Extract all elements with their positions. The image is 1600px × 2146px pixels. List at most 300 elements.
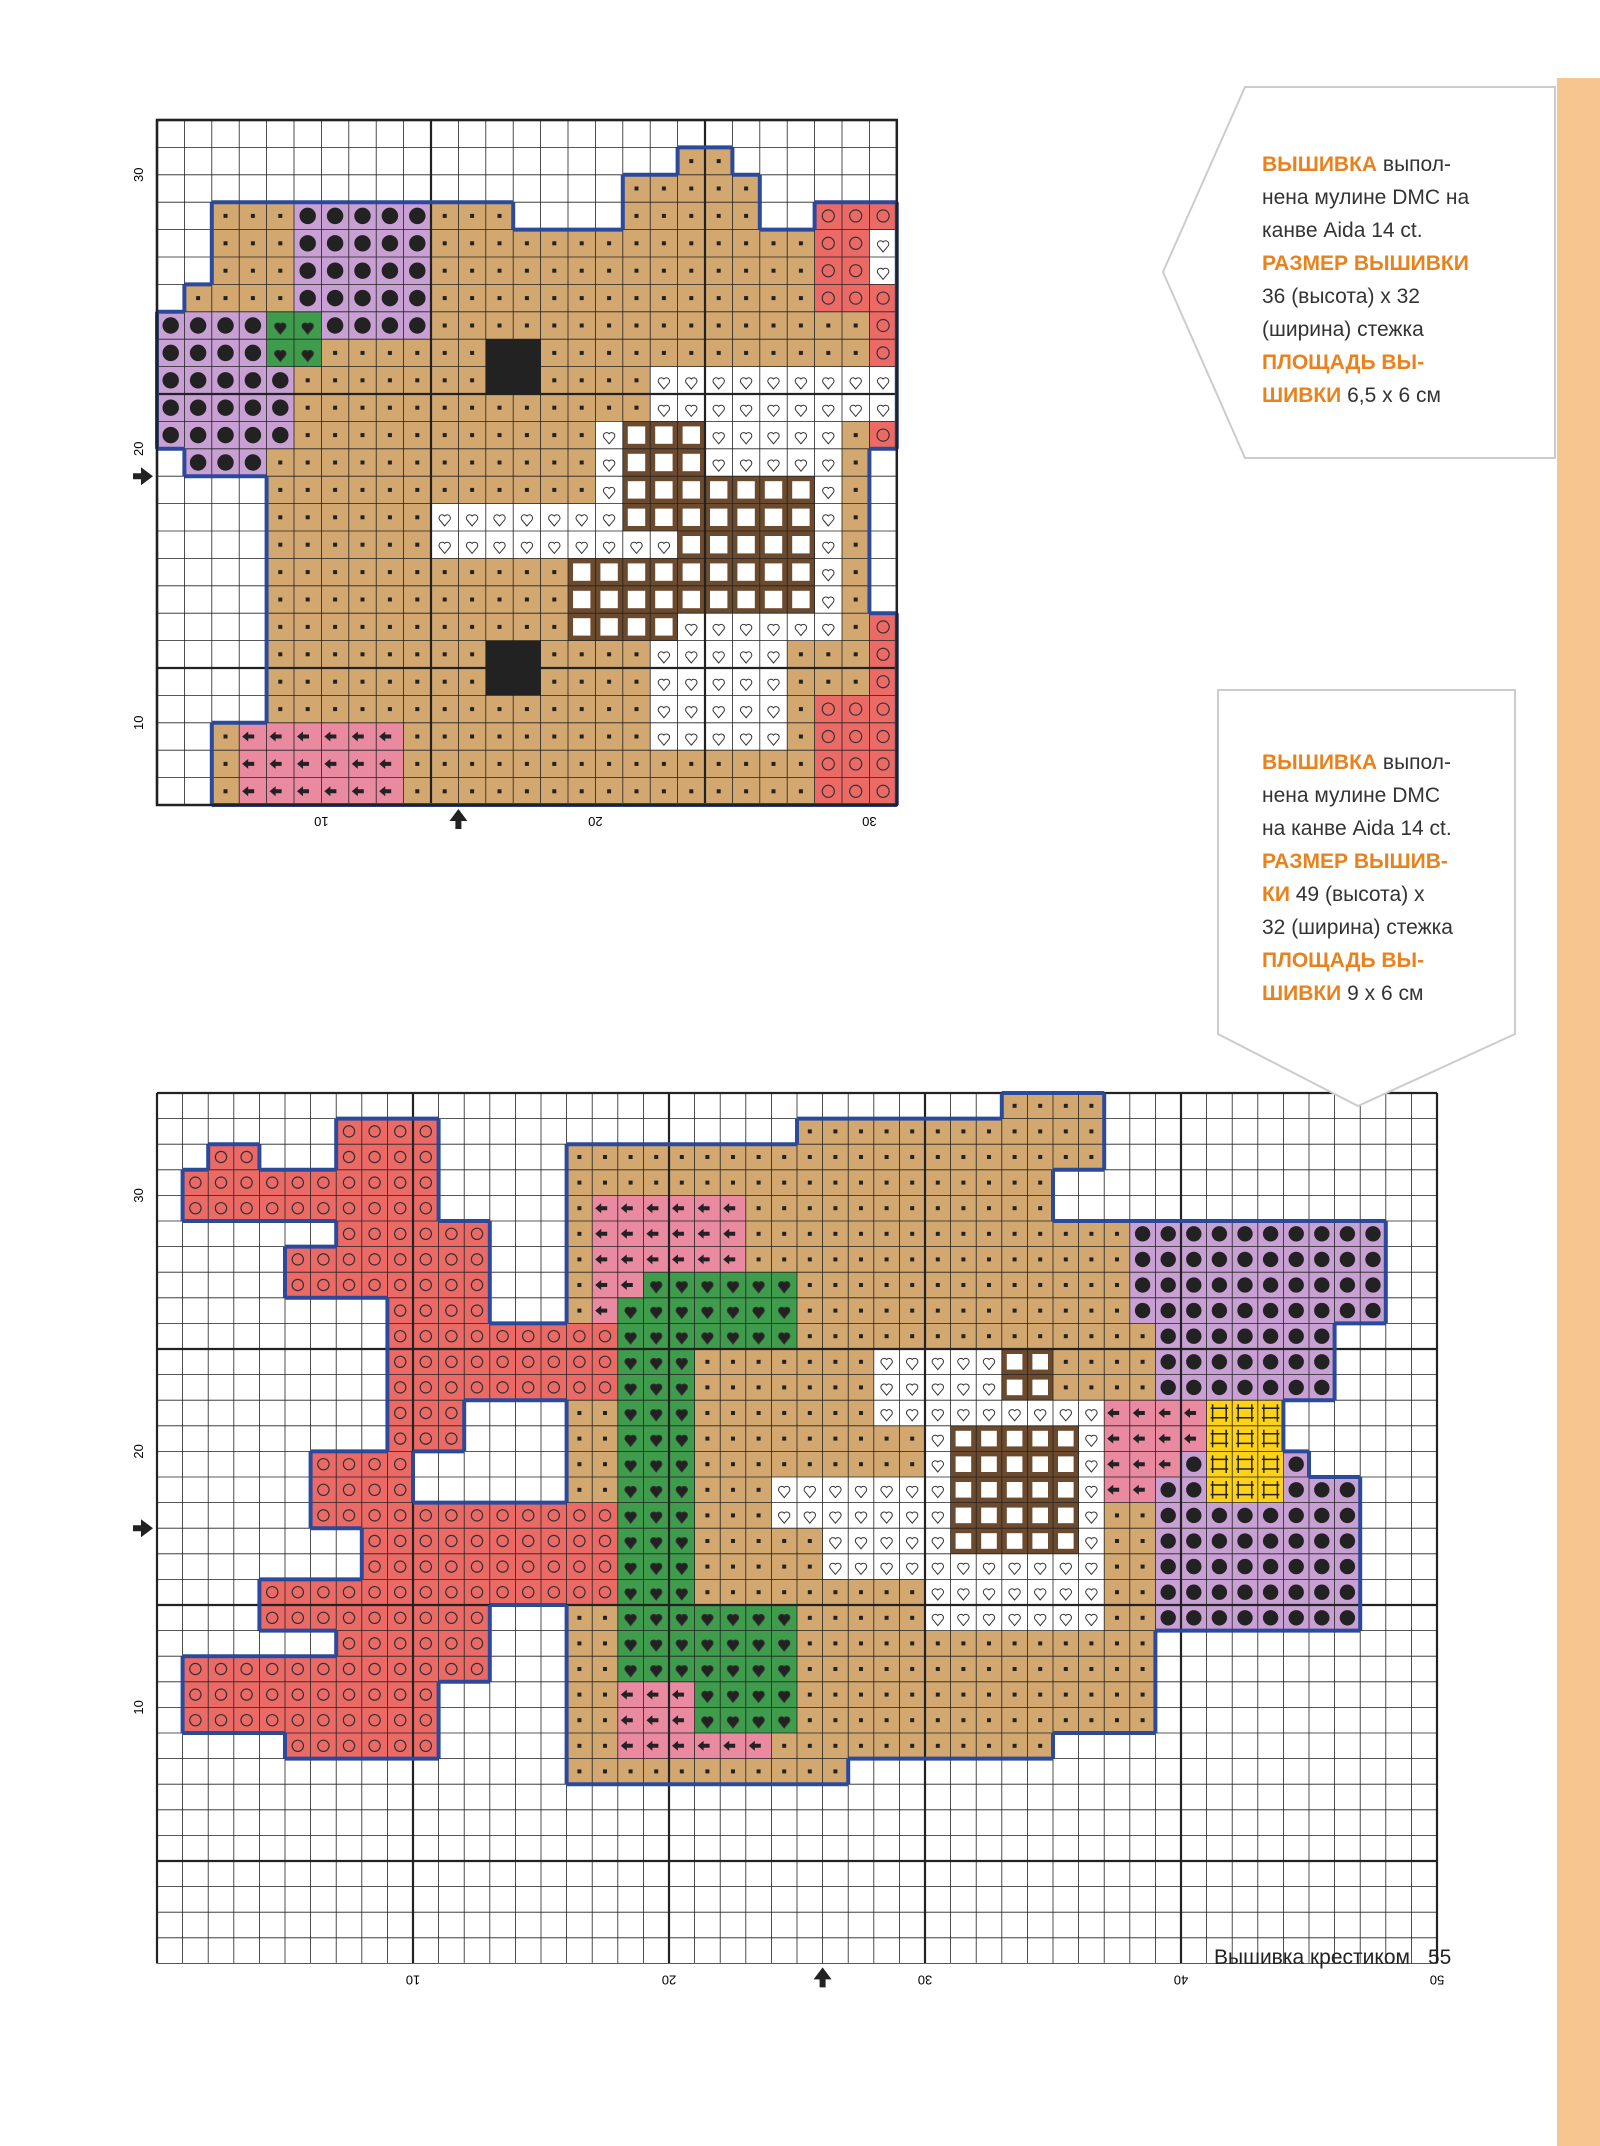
stitch-cell bbox=[311, 1605, 337, 1631]
y-tick-label: 20 bbox=[131, 441, 146, 457]
stitch-cell bbox=[285, 1605, 311, 1631]
stitch-symbol bbox=[987, 1718, 991, 1722]
stitch-symbol bbox=[961, 1232, 965, 1236]
stitch-symbol bbox=[757, 1437, 761, 1441]
stitch-symbol bbox=[936, 1155, 940, 1159]
stitch-symbol bbox=[705, 1385, 709, 1389]
stitch-cell bbox=[336, 1656, 362, 1682]
stitch-symbol bbox=[1314, 1354, 1329, 1369]
callout-top-text-8: 6,5 х 6 см bbox=[1341, 384, 1441, 407]
stitch-symbol bbox=[859, 1232, 863, 1236]
stitch-cell bbox=[208, 1707, 234, 1733]
stitch-cell bbox=[567, 1503, 593, 1529]
stitch-symbol bbox=[1186, 1252, 1201, 1267]
stitch-cell bbox=[567, 1554, 593, 1580]
stitch-symbol bbox=[961, 1257, 965, 1261]
stitch-cell bbox=[413, 1631, 439, 1657]
stitch-symbol bbox=[577, 1309, 581, 1313]
stitch-symbol bbox=[731, 1155, 735, 1159]
stitch-symbol bbox=[885, 1641, 889, 1645]
stitch-symbol bbox=[1340, 1559, 1355, 1574]
stitch-cell bbox=[387, 1375, 413, 1401]
stitch-symbol bbox=[1289, 1508, 1304, 1523]
stitch-cell bbox=[413, 1579, 439, 1605]
stitch-cell bbox=[823, 1554, 849, 1580]
stitch-symbol bbox=[1038, 1181, 1042, 1185]
stitch-symbol bbox=[808, 1744, 812, 1748]
stitch-symbol bbox=[757, 1360, 761, 1364]
stitch-symbol bbox=[1064, 1309, 1068, 1313]
stitch-symbol bbox=[1263, 1559, 1278, 1574]
stitch-cell bbox=[797, 1477, 823, 1503]
stitch-symbol bbox=[1186, 1482, 1201, 1497]
stitch-symbol bbox=[808, 1283, 812, 1287]
stitch-symbol bbox=[1186, 1585, 1201, 1600]
stitch-symbol bbox=[987, 1744, 991, 1748]
stitch-cell bbox=[976, 1349, 1002, 1375]
stitch-cell bbox=[1258, 1477, 1284, 1503]
stitch-symbol bbox=[1263, 1533, 1278, 1548]
stitch-symbol bbox=[757, 1539, 761, 1543]
stitch-symbol bbox=[1089, 1232, 1093, 1236]
stitch-symbol bbox=[808, 1309, 812, 1313]
stitch-cell bbox=[592, 1349, 618, 1375]
stitch-symbol bbox=[1038, 1334, 1042, 1338]
stitch-cell bbox=[541, 1528, 567, 1554]
stitch-symbol bbox=[1237, 1559, 1252, 1574]
stitch-symbol bbox=[629, 1181, 633, 1185]
stitch-symbol bbox=[936, 1257, 940, 1261]
stitch-cell bbox=[464, 1272, 490, 1298]
stitch-symbol bbox=[833, 1616, 837, 1620]
stitch-symbol bbox=[833, 1744, 837, 1748]
stitch-symbol bbox=[885, 1181, 889, 1185]
stitch-symbol bbox=[885, 1155, 889, 1159]
stitch-symbol bbox=[731, 1411, 735, 1415]
stitch-cell bbox=[311, 1247, 337, 1273]
stitch-cell bbox=[259, 1170, 285, 1196]
stitch-cell bbox=[1079, 1503, 1105, 1529]
stitch-cell bbox=[490, 1503, 516, 1529]
stitch-cell bbox=[387, 1144, 413, 1170]
stitch-symbol bbox=[936, 1283, 940, 1287]
stitch-cell bbox=[413, 1323, 439, 1349]
stitch-symbol bbox=[961, 1309, 965, 1313]
stitch-symbol bbox=[1289, 1277, 1304, 1292]
stitch-cell bbox=[439, 1656, 465, 1682]
stitch-symbol bbox=[1237, 1508, 1252, 1523]
stitch-symbol bbox=[1237, 1585, 1252, 1600]
stitch-cell bbox=[823, 1528, 849, 1554]
stitch-cell bbox=[1002, 1579, 1028, 1605]
stitch-symbol bbox=[1115, 1334, 1119, 1338]
stitch-symbol bbox=[910, 1590, 914, 1594]
stitch-symbol bbox=[1340, 1303, 1355, 1318]
stitch-symbol bbox=[1141, 1667, 1145, 1671]
stitch-symbol bbox=[1289, 1457, 1304, 1472]
stitch-cell bbox=[1207, 1477, 1233, 1503]
stitch-symbol bbox=[577, 1462, 581, 1466]
stitch-symbol bbox=[1263, 1329, 1278, 1344]
stitch-symbol bbox=[1263, 1380, 1278, 1395]
stitch-symbol bbox=[1212, 1380, 1227, 1395]
stitch-cell bbox=[592, 1323, 618, 1349]
stitch-symbol bbox=[1064, 1283, 1068, 1287]
stitch-symbol bbox=[808, 1565, 812, 1569]
stitch-cell bbox=[899, 1554, 925, 1580]
stitch-symbol bbox=[680, 1181, 684, 1185]
stitch-cell bbox=[1079, 1554, 1105, 1580]
stitch-symbol bbox=[1007, 1533, 1023, 1549]
stitch-symbol bbox=[1089, 1257, 1093, 1261]
x-tick-label: 50 bbox=[1429, 1972, 1445, 1988]
stitch-cell bbox=[387, 1349, 413, 1375]
stitch-cell bbox=[925, 1426, 951, 1452]
stitch-symbol bbox=[910, 1744, 914, 1748]
stitch-symbol bbox=[1161, 1559, 1176, 1574]
stitch-symbol bbox=[577, 1693, 581, 1697]
stitch-cell bbox=[387, 1682, 413, 1708]
stitch-symbol bbox=[859, 1718, 863, 1722]
stitch-symbol bbox=[1314, 1559, 1329, 1574]
stitch-cell bbox=[439, 1554, 465, 1580]
stitch-cell bbox=[208, 1195, 234, 1221]
stitch-symbol bbox=[757, 1513, 761, 1517]
callout-bottom-text-6: 32 (ширина) стежка bbox=[1262, 916, 1453, 939]
stitch-symbol bbox=[1237, 1277, 1252, 1292]
stitch-cell bbox=[899, 1349, 925, 1375]
page-number: 55 bbox=[1427, 1946, 1452, 1969]
stitch-symbol bbox=[1314, 1226, 1329, 1241]
stitch-symbol bbox=[956, 1456, 972, 1472]
stitch-symbol bbox=[782, 1539, 786, 1543]
stitch-symbol bbox=[577, 1641, 581, 1645]
stitch-cell bbox=[234, 1707, 260, 1733]
stitch-cell bbox=[387, 1554, 413, 1580]
stitch-cell bbox=[1258, 1426, 1284, 1452]
stitch-symbol bbox=[1135, 1303, 1150, 1318]
stitch-symbol bbox=[1263, 1303, 1278, 1318]
stitch-cell bbox=[925, 1451, 951, 1477]
stitch-symbol bbox=[1314, 1585, 1329, 1600]
stitch-cell bbox=[362, 1579, 388, 1605]
stitch-symbol bbox=[987, 1257, 991, 1261]
stitch-cell bbox=[925, 1579, 951, 1605]
stitch-cell bbox=[464, 1605, 490, 1631]
callout-bottom-text bbox=[1262, 746, 1512, 1010]
stitch-symbol bbox=[1064, 1257, 1068, 1261]
stitch-symbol bbox=[705, 1462, 709, 1466]
stitch-cell bbox=[823, 1477, 849, 1503]
stitch-cell bbox=[925, 1375, 951, 1401]
stitch-cell bbox=[567, 1349, 593, 1375]
stitch-symbol bbox=[1161, 1303, 1176, 1318]
stitch-cell bbox=[1232, 1477, 1258, 1503]
stitch-cell bbox=[848, 1477, 874, 1503]
stitch-cell bbox=[1002, 1400, 1028, 1426]
y-tick-label: 10 bbox=[131, 715, 146, 731]
stitch-cell bbox=[387, 1528, 413, 1554]
stitch-cell bbox=[976, 1605, 1002, 1631]
stitch-cell bbox=[234, 1170, 260, 1196]
stitch-cell bbox=[1079, 1528, 1105, 1554]
stitch-symbol bbox=[757, 1565, 761, 1569]
stitch-symbol bbox=[936, 1309, 940, 1313]
stitch-symbol bbox=[885, 1744, 889, 1748]
stitch-symbol bbox=[1340, 1508, 1355, 1523]
stitch-cell bbox=[311, 1272, 337, 1298]
stitch-symbol bbox=[1089, 1385, 1093, 1389]
stitch-cell bbox=[259, 1656, 285, 1682]
stitch-symbol bbox=[1314, 1329, 1329, 1344]
stitch-symbol bbox=[1089, 1129, 1093, 1133]
stitch-symbol bbox=[808, 1641, 812, 1645]
stitch-cell bbox=[336, 1119, 362, 1145]
stitch-cell bbox=[874, 1477, 900, 1503]
stitch-symbol bbox=[577, 1232, 581, 1236]
stitch-symbol bbox=[833, 1641, 837, 1645]
stitch-symbol bbox=[1263, 1585, 1278, 1600]
stitch-cell bbox=[951, 1375, 977, 1401]
stitch-cell bbox=[259, 1605, 285, 1631]
stitch-symbol bbox=[577, 1283, 581, 1287]
stitch-symbol bbox=[1089, 1334, 1093, 1338]
stitch-cell bbox=[336, 1221, 362, 1247]
stitch-symbol bbox=[782, 1769, 786, 1773]
stitch-cell bbox=[387, 1119, 413, 1145]
stitch-cell bbox=[439, 1631, 465, 1657]
stitch-symbol bbox=[1340, 1533, 1355, 1548]
stitch-symbol bbox=[782, 1437, 786, 1441]
stitch-symbol bbox=[577, 1616, 581, 1620]
stitch-cell bbox=[413, 1170, 439, 1196]
stitch-symbol bbox=[1064, 1667, 1068, 1671]
stitch-symbol bbox=[1186, 1277, 1201, 1292]
stitch-cell bbox=[183, 1170, 209, 1196]
stitch-symbol bbox=[1212, 1277, 1227, 1292]
stitch-symbol bbox=[1237, 1533, 1252, 1548]
stitch-symbol bbox=[961, 1206, 965, 1210]
stitch-symbol bbox=[1186, 1329, 1201, 1344]
stitch-symbol bbox=[981, 1508, 997, 1524]
stitch-symbol bbox=[1032, 1508, 1048, 1524]
stitch-cell bbox=[1258, 1400, 1284, 1426]
stitch-symbol bbox=[1115, 1667, 1119, 1671]
stitch-symbol bbox=[1135, 1277, 1150, 1292]
stitch-cell bbox=[490, 1323, 516, 1349]
stitch-symbol bbox=[987, 1129, 991, 1133]
stitch-cell bbox=[285, 1733, 311, 1759]
stitch-symbol bbox=[981, 1456, 997, 1472]
stitch-cell bbox=[387, 1656, 413, 1682]
stitch-symbol bbox=[859, 1616, 863, 1620]
stitch-symbol bbox=[1141, 1616, 1145, 1620]
callout-bottom-text-1: выпол- bbox=[1377, 751, 1451, 774]
stitch-cell bbox=[976, 1375, 1002, 1401]
stitch-symbol bbox=[910, 1129, 914, 1133]
stitch-cell bbox=[1002, 1554, 1028, 1580]
stitch-symbol bbox=[910, 1232, 914, 1236]
stitch-symbol bbox=[1038, 1667, 1042, 1671]
stitch-symbol bbox=[1289, 1482, 1304, 1497]
stitch-symbol bbox=[1038, 1206, 1042, 1210]
stitch-symbol bbox=[757, 1462, 761, 1466]
stitch-symbol bbox=[833, 1590, 837, 1594]
stitch-symbol bbox=[577, 1257, 581, 1261]
stitch-cell bbox=[413, 1119, 439, 1145]
stitch-symbol bbox=[1161, 1380, 1176, 1395]
callout-top-key-7: ПЛОЩАДЬ ВЫ- bbox=[1262, 351, 1425, 374]
stitch-symbol bbox=[1032, 1482, 1048, 1498]
stitch-symbol bbox=[782, 1360, 786, 1364]
stitch-symbol bbox=[1013, 1155, 1017, 1159]
stitch-symbol bbox=[705, 1181, 709, 1185]
stitch-cell bbox=[874, 1375, 900, 1401]
stitch-symbol bbox=[1161, 1533, 1176, 1548]
stitch-cell bbox=[541, 1349, 567, 1375]
stitch-symbol bbox=[961, 1744, 965, 1748]
stitch-symbol bbox=[859, 1181, 863, 1185]
x-tick-label: 30 bbox=[917, 1972, 933, 1988]
stitch-cell bbox=[848, 1503, 874, 1529]
stitch-symbol bbox=[936, 1718, 940, 1722]
stitch-cell bbox=[183, 1195, 209, 1221]
stitch-cell bbox=[439, 1579, 465, 1605]
stitch-symbol bbox=[833, 1718, 837, 1722]
stitch-cell bbox=[976, 1400, 1002, 1426]
stitch-symbol bbox=[808, 1437, 812, 1441]
stitch-cell bbox=[848, 1528, 874, 1554]
stitch-cell bbox=[899, 1375, 925, 1401]
stitch-symbol bbox=[1314, 1508, 1329, 1523]
stitch-symbol bbox=[1161, 1329, 1176, 1344]
stitch-symbol bbox=[1038, 1718, 1042, 1722]
stitch-symbol bbox=[808, 1667, 812, 1671]
stitch-cell bbox=[541, 1579, 567, 1605]
stitch-cell bbox=[1232, 1400, 1258, 1426]
stitch-cell bbox=[311, 1503, 337, 1529]
stitch-symbol bbox=[1365, 1303, 1380, 1318]
stitch-symbol bbox=[1161, 1508, 1176, 1523]
stitch-cell bbox=[387, 1579, 413, 1605]
stitch-cell bbox=[1027, 1400, 1053, 1426]
stitch-symbol bbox=[859, 1206, 863, 1210]
stitch-symbol bbox=[731, 1437, 735, 1441]
stitch-symbol bbox=[1186, 1457, 1201, 1472]
stitch-symbol bbox=[1289, 1533, 1304, 1548]
stitch-symbol bbox=[757, 1232, 761, 1236]
stitch-symbol bbox=[833, 1283, 837, 1287]
stitch-symbol bbox=[1115, 1539, 1119, 1543]
stitch-cell bbox=[387, 1477, 413, 1503]
stitch-cell bbox=[951, 1579, 977, 1605]
stitch-symbol bbox=[885, 1334, 889, 1338]
callout-bottom-text-2: нена мулине DMC bbox=[1262, 784, 1441, 807]
stitch-cell bbox=[951, 1554, 977, 1580]
stitch-symbol bbox=[910, 1181, 914, 1185]
stitch-symbol bbox=[1289, 1559, 1304, 1574]
stitch-cell bbox=[874, 1554, 900, 1580]
stitch-cell bbox=[387, 1605, 413, 1631]
stitch-cell bbox=[336, 1631, 362, 1657]
stitch-cell bbox=[823, 1503, 849, 1529]
stitch-symbol bbox=[961, 1667, 965, 1671]
stitch-symbol bbox=[1141, 1565, 1145, 1569]
stitch-symbol bbox=[961, 1283, 965, 1287]
stitch-symbol bbox=[1141, 1590, 1145, 1594]
stitch-cell bbox=[1079, 1477, 1105, 1503]
stitch-cell bbox=[439, 1323, 465, 1349]
stitch-symbol bbox=[956, 1482, 972, 1498]
stitch-symbol bbox=[1161, 1610, 1176, 1625]
stitch-cell bbox=[311, 1707, 337, 1733]
stitch-symbol bbox=[833, 1462, 837, 1466]
stitch-cell bbox=[925, 1400, 951, 1426]
stitch-symbol bbox=[808, 1539, 812, 1543]
stitch-symbol bbox=[1115, 1309, 1119, 1313]
stitch-symbol bbox=[956, 1431, 972, 1447]
stitch-cell bbox=[259, 1682, 285, 1708]
stitch-symbol bbox=[1007, 1482, 1023, 1498]
stitch-cell bbox=[1027, 1579, 1053, 1605]
stitch-cell bbox=[490, 1554, 516, 1580]
stitch-symbol bbox=[936, 1232, 940, 1236]
stitch-cell bbox=[490, 1349, 516, 1375]
stitch-symbol bbox=[833, 1309, 837, 1313]
callout-top-key-1: ВЫШИВКА bbox=[1262, 153, 1378, 176]
stitch-symbol bbox=[782, 1155, 786, 1159]
stitch-symbol bbox=[833, 1693, 837, 1697]
callout-bottom-key-5: КИ bbox=[1262, 883, 1290, 906]
stitch-cell bbox=[234, 1144, 260, 1170]
stitch-cell bbox=[387, 1272, 413, 1298]
stitch-cell bbox=[387, 1170, 413, 1196]
stitch-symbol bbox=[1064, 1334, 1068, 1338]
stitch-cell bbox=[899, 1503, 925, 1529]
stitch-symbol bbox=[1013, 1257, 1017, 1261]
stitch-symbol bbox=[1038, 1155, 1042, 1159]
stitch-symbol bbox=[808, 1155, 812, 1159]
stitch-symbol bbox=[1089, 1667, 1093, 1671]
stitch-symbol bbox=[1064, 1385, 1068, 1389]
stitch-cell bbox=[183, 1682, 209, 1708]
stitch-symbol bbox=[629, 1155, 633, 1159]
stitch-symbol bbox=[1058, 1456, 1074, 1472]
stitch-cell bbox=[336, 1272, 362, 1298]
stitch-symbol bbox=[885, 1257, 889, 1261]
stitch-symbol bbox=[859, 1360, 863, 1364]
stitch-symbol bbox=[981, 1482, 997, 1498]
stitch-symbol bbox=[1263, 1226, 1278, 1241]
stitch-symbol bbox=[1237, 1303, 1252, 1318]
stitch-cell bbox=[464, 1554, 490, 1580]
stitch-symbol bbox=[1089, 1283, 1093, 1287]
stitch-symbol bbox=[956, 1508, 972, 1524]
stitch-symbol bbox=[885, 1462, 889, 1466]
center-arrow-x bbox=[814, 1967, 832, 1987]
stitch-symbol bbox=[1115, 1590, 1119, 1594]
stitch-symbol bbox=[885, 1309, 889, 1313]
stitch-cell bbox=[362, 1631, 388, 1657]
stitch-cell bbox=[285, 1170, 311, 1196]
stitch-cell bbox=[515, 1579, 541, 1605]
callout-bottom-key-1: ВЫШИВКА bbox=[1262, 751, 1378, 774]
stitch-cell bbox=[925, 1605, 951, 1631]
stitch-symbol bbox=[1135, 1226, 1150, 1241]
callout-top-key-8: ШИВКИ bbox=[1262, 384, 1342, 407]
stitch-symbol bbox=[859, 1744, 863, 1748]
stitch-cell bbox=[387, 1733, 413, 1759]
